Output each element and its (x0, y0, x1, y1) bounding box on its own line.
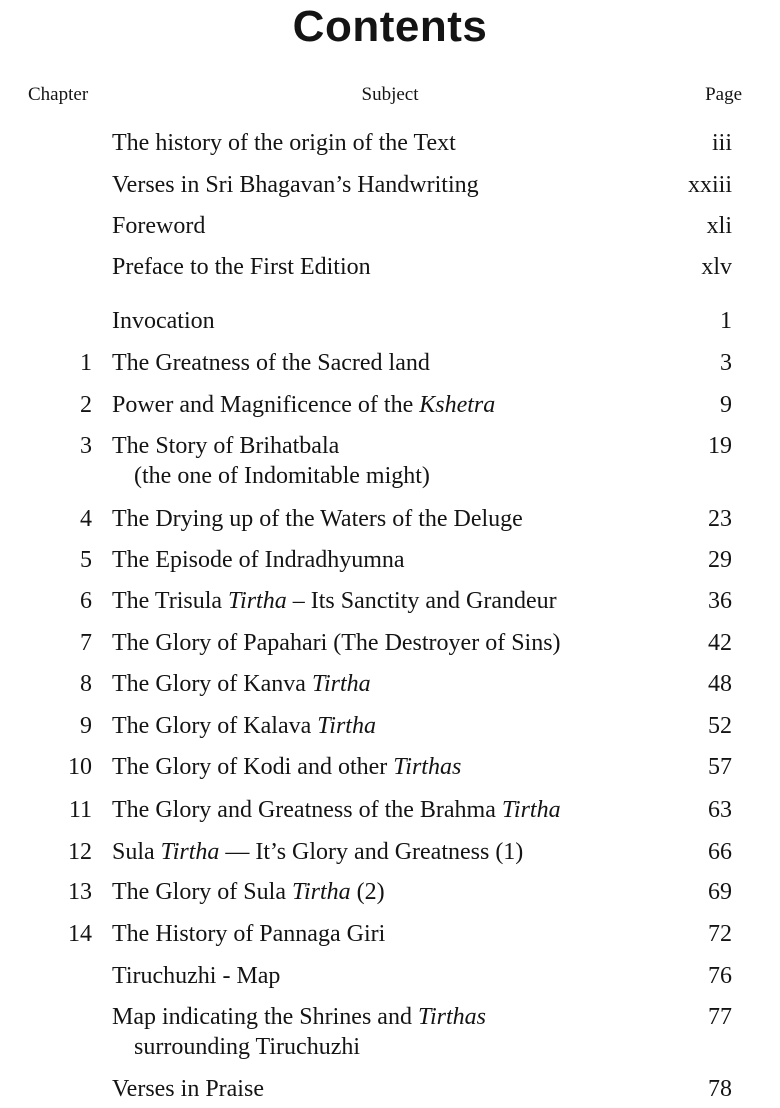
page-number: 29 (708, 547, 732, 573)
page-number: 66 (708, 839, 732, 865)
page-number: 63 (708, 797, 732, 823)
entry-subject: The Greatness of the Sacred land (112, 350, 430, 376)
entry-subject: Sula Tirtha — It’s Glory and Greatness (1) (112, 839, 524, 865)
page-number: 72 (708, 921, 732, 947)
entry-subject: Foreword (112, 213, 206, 239)
entry-subtitle: surrounding Tiruchuzhi (134, 1034, 361, 1060)
entry-subject: The Glory and Greatness of the Brahma Tirtha (112, 797, 561, 823)
chapter-number: 13 (68, 879, 92, 905)
entry-subject: The Glory of Kalava Tirtha (112, 713, 376, 739)
page-number: xlv (701, 254, 732, 280)
chapter-number: 3 (80, 433, 92, 459)
page-number: 1 (720, 308, 732, 334)
entry-subject: The Episode of Indradhyumna (112, 547, 405, 573)
column-header-chapter: Chapter (28, 84, 89, 105)
entry-subject: The Story of Brihatbala (the one of Indomitable might) (112, 431, 642, 491)
entry-subject: Verses in Sri Bhagavan’s Handwriting (112, 172, 479, 198)
page-number: 77 (708, 1004, 732, 1030)
entry-subject: The history of the origin of the Text (112, 130, 456, 156)
entry-subject: The Glory of Sula Tirtha (2) (112, 879, 385, 905)
chapter-number: 1 (80, 350, 92, 376)
page-number: 19 (708, 433, 732, 459)
page-number: 76 (708, 963, 732, 989)
entry-subject: Map indicating the Shrines and Tirthas surrounding Tiruchuzhi (112, 1002, 642, 1062)
page-number: 57 (708, 754, 732, 780)
page-number: 48 (708, 671, 732, 697)
entry-subject: Verses in Praise (112, 1076, 264, 1102)
column-header-subject: Subject (361, 84, 419, 105)
page-number: iii (711, 130, 732, 156)
page-number: 69 (708, 879, 732, 905)
chapter-number: 11 (68, 797, 92, 823)
chapter-number: 6 (80, 588, 92, 614)
page-number: 36 (708, 588, 732, 614)
chapter-number: 2 (80, 392, 92, 418)
page-number: 23 (708, 506, 732, 532)
chapter-number: 14 (68, 921, 92, 947)
entry-subject: Power and Magnificence of the Kshetra (112, 392, 496, 418)
chapter-number: 4 (80, 506, 92, 532)
column-header-page: Page (705, 84, 742, 105)
entry-subtitle: (the one of Indomitable might) (134, 463, 430, 489)
page-number: xli (706, 213, 732, 239)
entry-subject: Tiruchuzhi - Map (112, 963, 281, 989)
chapter-number: 9 (80, 713, 92, 739)
entry-subject: The Glory of Kanva Tirtha (112, 671, 371, 697)
page-number: 52 (708, 713, 732, 739)
chapter-number: 7 (80, 630, 92, 656)
page-number: 9 (720, 392, 732, 418)
page-number: 78 (708, 1076, 732, 1102)
page-title: Contents (292, 2, 488, 51)
page-number: 3 (720, 350, 732, 376)
entry-subject: Invocation (112, 308, 215, 334)
page-number: 42 (708, 630, 732, 656)
entry-subject: The Trisula Tirtha – Its Sanctity and Grandeur (112, 588, 557, 614)
entry-subject: The Glory of Kodi and other Tirthas (112, 754, 462, 780)
entry-subject: The Drying up of the Waters of the Deluge (112, 506, 523, 532)
chapter-number: 5 (80, 547, 92, 573)
chapter-number: 10 (68, 754, 92, 780)
entry-subject: The History of Pannaga Giri (112, 921, 386, 947)
chapter-number: 12 (68, 839, 92, 865)
chapter-number: 8 (80, 671, 92, 697)
entry-subject: Preface to the First Edition (112, 254, 371, 280)
entry-subject: The Glory of Papahari (The Destroyer of Sins) (112, 630, 561, 656)
page-number: xxiii (687, 172, 732, 198)
